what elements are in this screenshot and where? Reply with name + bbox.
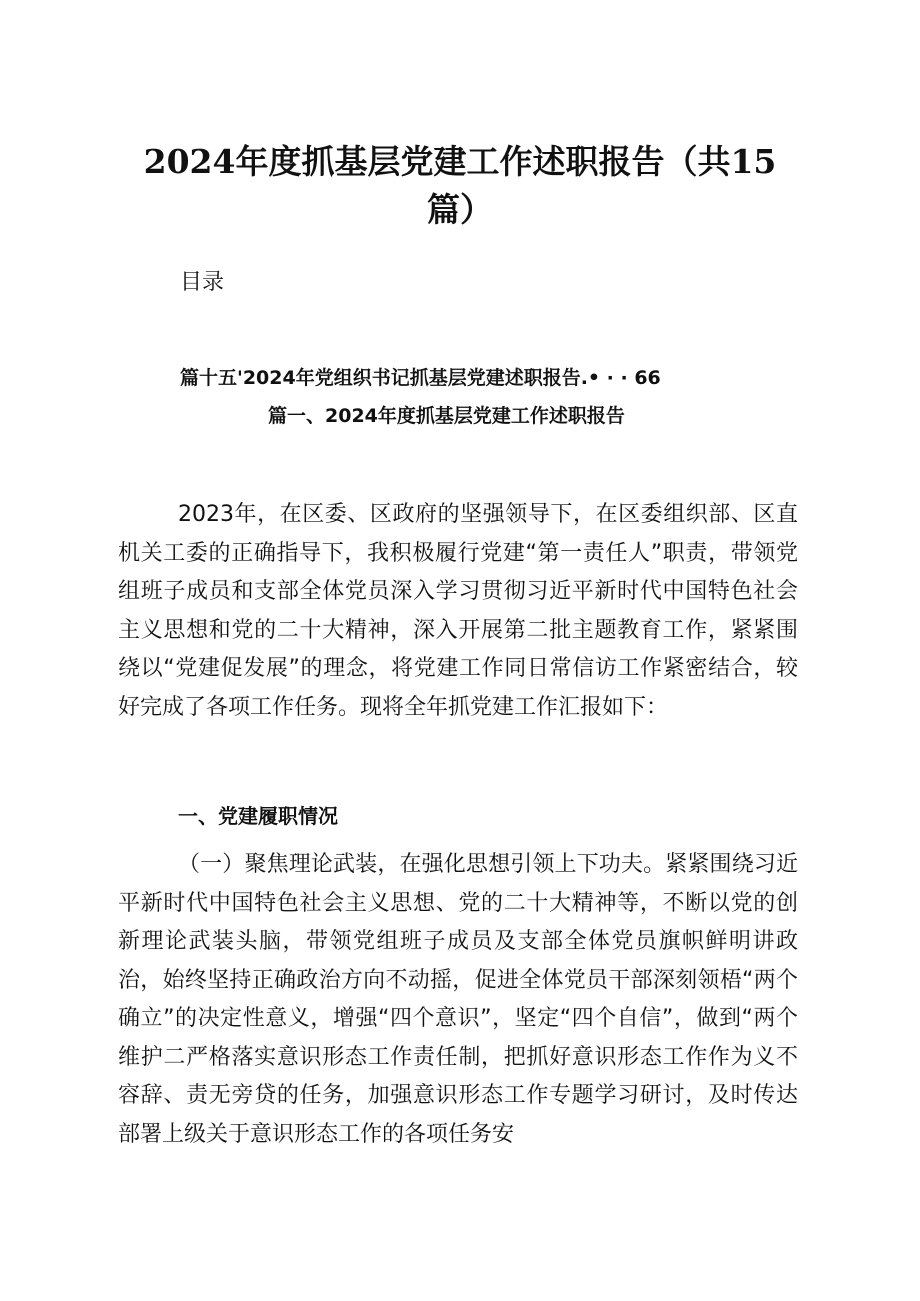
body-paragraph-2: （一）聚焦理论武装，在强化思想引领上下功夫。紧紧围绕习近平新时代中国特色社会主义思想、党的二十大精神等，不断以党的创新理论武装头脑，带领党组班子成员及支部全体党员旗帜鲜明讲政治，始终坚持正确政治方向不动摇，促进全体党员干部深刻领梧“两个确立”的决定性意义，增强“四个意识”，坚定“四个自信”，做到“两个维护二严格落实意识形态工作责任制，把抓好意识形态工作作为义不容辞、责无旁贷的任务，加强意识形态工作专题学习研讨，及时传达部署上级关于意识形态工作的各项任务安	[118, 852, 798, 1147]
toc-entry: 篇十五'2024年党组织书记抓基层党建述职报告.• · · 66	[180, 367, 661, 389]
body-paragraph-1: 2023年，在区委、区政府的坚强领导下，在区委组织部、区直机关工委的正确指导下，我积极履行党建“第一责任人”职责，带领党组班子成员和支部全体党员深入学习贯彻习近平新时代中国特色社会主义思想和党的二十大精神，深入开展第二批主题教育工作，紧紧围绕以“党建促发展”的理念，将党建工作同日常信访工作紧密结合，较好完成了各项工作任务。现将全年抓党建工作汇报如下：	[118, 502, 798, 720]
subheading-party-duty: 一、党建履职情况	[178, 804, 338, 828]
section-heading: 篇一、2024年度抓基层党建工作述职报告	[268, 405, 625, 427]
document-title: 2024年度抓基层党建工作述职报告（共15篇）	[143, 142, 777, 229]
toc-heading: 目录	[180, 270, 225, 295]
